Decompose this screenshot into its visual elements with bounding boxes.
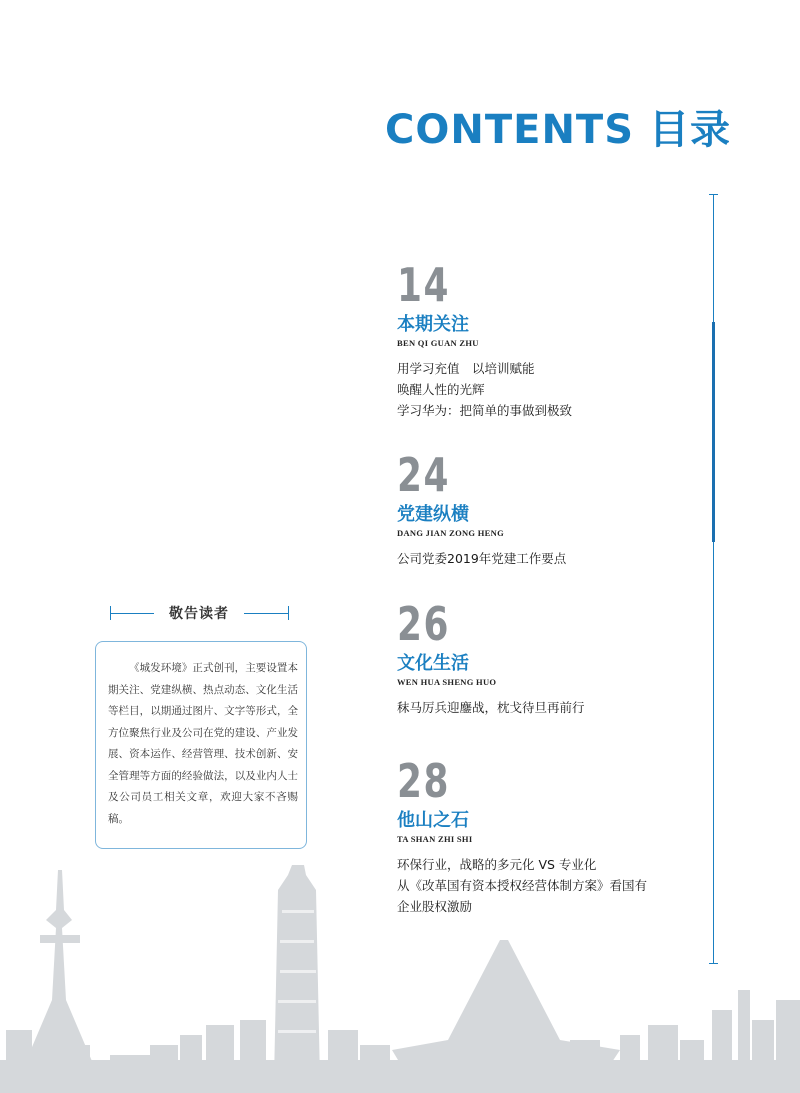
article-link[interactable]: 唤醒人性的光辉 bbox=[397, 382, 485, 397]
section-page-number: 24 bbox=[397, 448, 451, 502]
city-skyline-illustration bbox=[0, 850, 800, 1093]
section-pinyin: TA SHAN ZHI SHI bbox=[397, 834, 473, 844]
timeline-highlight bbox=[712, 322, 715, 542]
section-ben-qi-guan-zhu[interactable] bbox=[397, 258, 573, 421]
timeline-cap-top bbox=[709, 194, 718, 195]
article-link[interactable]: 从《改革国有资本授权经营体制方案》看国有 bbox=[397, 878, 648, 893]
reader-note-body: 《城发环境》正式创刊，主要设置本期关注、党建纵横、热点动态、文化生活等栏目，以期通过图片、文字等形式，全方位聚焦行业及公司在党的建设、产业发展、资本运作、经营管理、技术创新、安全管理等方面的经验做法，以及业内人士及公司员工相关文章，欢迎大家不吝赐稿。 bbox=[95, 641, 307, 849]
section-title[interactable]: 文化生活 bbox=[397, 653, 469, 674]
page-title: CONTENTS 目录 bbox=[385, 107, 731, 153]
article-link[interactable]: 公司党委2019年党建工作要点 bbox=[397, 551, 567, 566]
article-link[interactable]: 用学习充值 以培训赋能 bbox=[397, 361, 535, 376]
article-link[interactable]: 秣马厉兵迎鏖战，枕戈待旦再前行 bbox=[397, 700, 585, 715]
section-page-number: 14 bbox=[397, 258, 451, 312]
heading-rule-left bbox=[110, 613, 154, 614]
article-link[interactable]: 环保行业，战略的多元化 VS 专业化 bbox=[397, 857, 597, 872]
section-pinyin: WEN HUA SHENG HUO bbox=[397, 677, 497, 687]
timeline-line bbox=[713, 194, 714, 964]
section-dang-jian-zong-heng[interactable] bbox=[397, 448, 567, 569]
section-title[interactable]: 他山之石 bbox=[397, 810, 469, 831]
section-page-number: 28 bbox=[397, 754, 451, 808]
section-wen-hua-sheng-huo[interactable] bbox=[397, 597, 585, 718]
article-link[interactable]: 企业股权激励 bbox=[397, 899, 473, 914]
section-pinyin: DANG JIAN ZONG HENG bbox=[397, 528, 504, 538]
reader-note-heading bbox=[108, 603, 290, 623]
section-page-number: 26 bbox=[397, 597, 451, 651]
section-title[interactable]: 党建纵横 bbox=[397, 504, 469, 525]
reader-note-title: 敬告读者 bbox=[169, 606, 229, 622]
section-pinyin: BEN QI GUAN ZHU bbox=[397, 338, 479, 348]
heading-rule-right bbox=[244, 613, 288, 614]
section-title[interactable]: 本期关注 bbox=[397, 314, 469, 335]
heading-tick-right bbox=[288, 606, 289, 620]
article-link[interactable]: 学习华为：把简单的事做到极致 bbox=[397, 403, 573, 418]
